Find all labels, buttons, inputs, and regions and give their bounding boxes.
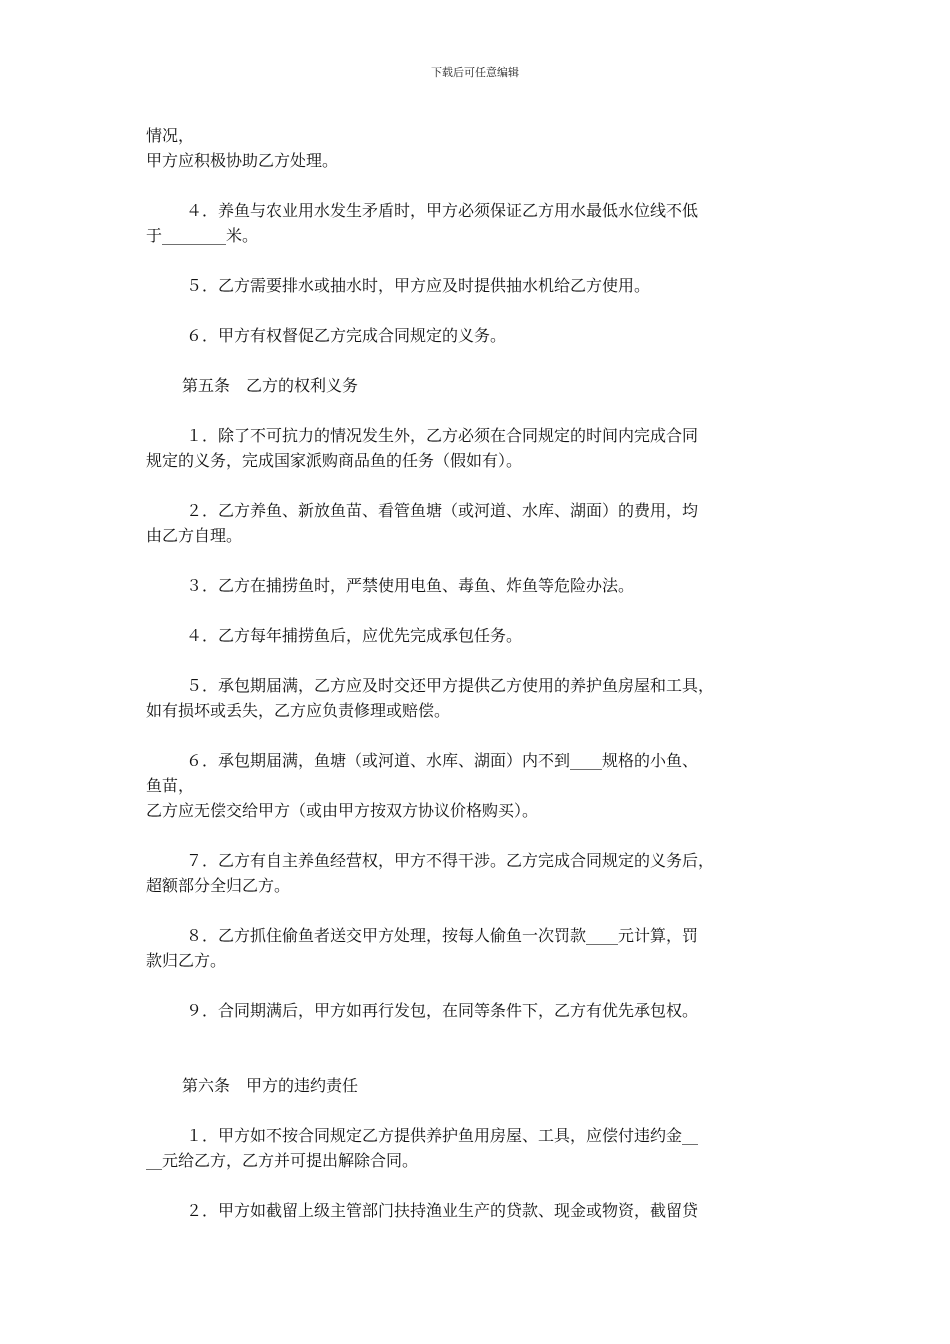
paragraph (146, 1198, 816, 1223)
paragraph (146, 673, 816, 723)
text-line: ８．乙方抓住偷鱼者送交甲方处理，按每人偷鱼一次罚款____元计算，罚 (186, 926, 699, 945)
paragraph (146, 123, 816, 173)
page-header: 下载后可任意编辑 (431, 66, 519, 79)
paragraph (146, 998, 816, 1023)
text-line: ２．乙方养鱼、新放鱼苗、看管鱼塘（或河道、水库、湖面）的费用，均 (186, 501, 699, 520)
paragraph (146, 498, 816, 548)
text-line: 款归乙方。 (146, 951, 227, 970)
paragraph (146, 1123, 816, 1173)
text-line: ６．甲方有权督促乙方完成合同规定的义务。 (186, 326, 507, 345)
text-line: ７．乙方有自主养鱼经营权，甲方不得干涉。乙方完成合同规定的义务后， (186, 851, 715, 870)
document-body (146, 123, 816, 1223)
text-line: ６．承包期届满，鱼塘（或河道、水库、湖面）内不到____规格的小鱼、 (186, 751, 699, 770)
paragraph (146, 423, 816, 473)
text-line: ４．养鱼与农业用水发生矛盾时，甲方必须保证乙方用水最低水位线不低 (186, 201, 699, 220)
text-line: __元给乙方，乙方并可提出解除合同。 (146, 1151, 419, 1170)
text-line: 甲方应积极协助乙方处理。 (146, 151, 339, 170)
text-line: ４．乙方每年捕捞鱼后，应优先完成承包任务。 (186, 626, 523, 645)
text-line: 于________米。 (146, 226, 259, 245)
paragraph (146, 573, 816, 598)
paragraph (146, 198, 816, 248)
text-line: ３．乙方在捕捞鱼时，严禁使用电鱼、毒鱼、炸鱼等危险办法。 (186, 576, 635, 595)
text-line: 第六条 甲方的违约责任 (182, 1076, 359, 1095)
text-line: 由乙方自理。 (146, 526, 243, 545)
text-line: 情况， (146, 126, 195, 145)
text-line: ５．承包期届满，乙方应及时交还甲方提供乙方使用的养护鱼房屋和工具， (186, 676, 715, 695)
text-line: ２．甲方如截留上级主管部门扶持渔业生产的贷款、现金或物资，截留贷 (186, 1201, 699, 1220)
text-line: ９．合同期满后，甲方如再行发包，在同等条件下，乙方有优先承包权。 (186, 1001, 699, 1020)
text-line: 规定的义务，完成国家派购商品鱼的任务（假如有）。 (146, 451, 523, 470)
text-line: ５．乙方需要排水或抽水时，甲方应及时提供抽水机给乙方使用。 (186, 276, 651, 295)
text-line: 乙方应无偿交给甲方（或由甲方按双方协议价格购买）。 (146, 801, 539, 820)
article-heading (146, 1073, 816, 1098)
article-heading (146, 373, 816, 398)
paragraph (146, 323, 816, 348)
text-line: １．除了不可抗力的情况发生外，乙方必须在合同规定的时间内完成合同 (186, 426, 699, 445)
text-line: １．甲方如不按合同规定乙方提供养护鱼用房屋、工具，应偿付违约金__ (186, 1126, 699, 1145)
paragraph (146, 923, 816, 973)
text-line: 第五条 乙方的权利义务 (182, 376, 359, 395)
paragraph (146, 273, 816, 298)
paragraph (146, 623, 816, 648)
text-line: 鱼苗， (146, 776, 195, 795)
paragraph (146, 748, 816, 823)
text-line: 如有损坏或丢失，乙方应负责修理或赔偿。 (146, 701, 451, 720)
text-line: 超额部分全归乙方。 (146, 876, 291, 895)
paragraph (146, 848, 816, 898)
